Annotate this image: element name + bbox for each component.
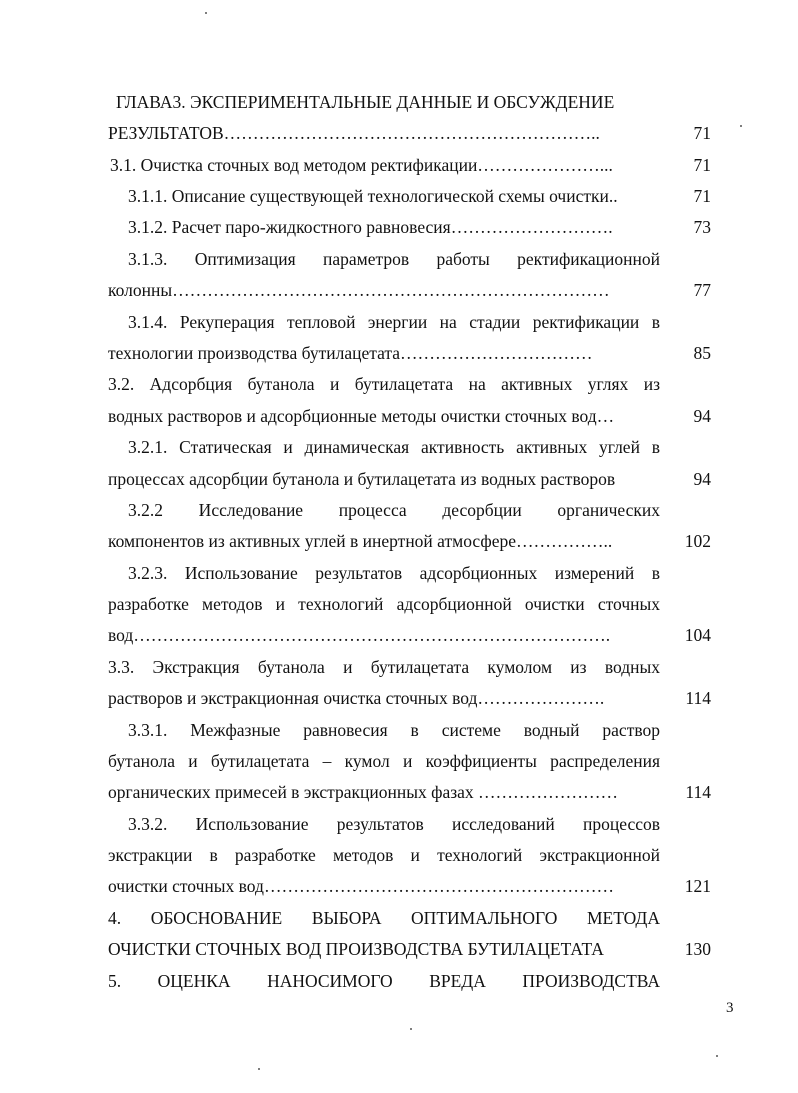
toc-3-3-1-line3: органических примесей в экстракционных фазах …………………… xyxy=(108,782,619,802)
toc-3-2-2-line1: 3.2.2 Исследование процесса десорбции органических xyxy=(128,500,660,520)
toc-3-1: 3.1. Очистка сточных вод методом ректификации…………………... xyxy=(110,155,613,175)
toc-3-2-line1: 3.2. Адсорбция бутанола и бутилацетата на активных углях из xyxy=(108,374,660,394)
scan-speck xyxy=(740,125,742,127)
scan-speck xyxy=(205,12,207,14)
toc-ch4-line2: ОЧИСТКИ СТОЧНЫХ ВОД ПРОИЗВОДСТВА БУТИЛАЦЕТАТА xyxy=(108,939,604,959)
page-number: 3 xyxy=(726,1000,734,1016)
toc-ch4-page: 130 xyxy=(684,939,711,959)
toc-3-2-line2: водных растворов и адсорбционные методы очистки сточных вод… xyxy=(108,406,615,426)
toc-ch3-cont: РЕЗУЛЬТАТОВ……………………………………………………….. xyxy=(108,123,600,143)
toc-3-3-line1: 3.3. Экстракция бутанола и бутилацетата кумолом из водных xyxy=(108,657,660,677)
toc-3-2-3-line2: разработке методов и технологий адсорбционной очистки сточных xyxy=(108,594,660,614)
toc-3-1-4-line1: 3.1.4. Рекуперация тепловой энергии на стадии ректификации в xyxy=(128,312,660,332)
toc-3-1-3-page: 77 xyxy=(693,280,711,300)
toc-3-1-3-line1: 3.1.3. Оптимизация параметров работы ректификационной xyxy=(128,249,660,269)
toc-3-3-2-line3: очистки сточных вод…………………………………………………… xyxy=(108,876,614,896)
toc-3-3-2-line1: 3.3.2. Использование результатов исследований процессов xyxy=(128,814,660,834)
toc-3-3-1-line1: 3.3.1. Межфазные равновесия в системе водный раствор xyxy=(128,720,660,740)
toc-3-1-page: 71 xyxy=(693,155,711,175)
toc-3-1-2-page: 73 xyxy=(693,217,711,237)
scan-speck xyxy=(716,1055,718,1057)
toc-3-3-2-line2: экстракции в разработке методов и технологий экстракционной xyxy=(108,845,660,865)
toc-3-1-4-page: 85 xyxy=(693,343,711,363)
toc-3-3-page: 114 xyxy=(685,688,711,708)
toc-3-2-3-line1: 3.2.3. Использование результатов адсорбционных измерений в xyxy=(128,563,660,583)
toc-3-3-2-page: 121 xyxy=(684,876,711,896)
toc-3-2-3-page: 104 xyxy=(684,625,711,645)
toc-3-2-1-page: 94 xyxy=(693,469,711,489)
toc-3-2-1-line1: 3.2.1. Статическая и динамическая активность активных углей в xyxy=(128,437,660,457)
toc-3-2-page: 94 xyxy=(693,406,711,426)
toc-3-2-1-line2: процессах адсорбции бутанола и бутилацетата из водных растворов xyxy=(108,469,616,489)
toc-3-1-2: 3.1.2. Расчет паро-жидкостного равновесия………………………. xyxy=(128,217,613,237)
toc-3-1-3-line2: колонны………………………………………………………………… xyxy=(108,280,610,300)
scan-speck xyxy=(410,1028,412,1030)
toc-ch5-line1: 5. ОЦЕНКА НАНОСИМОГО ВРЕДА ПРОИЗВОДСТВА xyxy=(108,971,660,991)
toc-3-2-3-line3: вод………………………………………………………………………. xyxy=(108,625,611,645)
toc-3-1-1: 3.1.1. Описание существующей технологической схемы очистки.. xyxy=(128,186,618,206)
toc-3-1-1-page: 71 xyxy=(693,186,711,206)
scan-speck xyxy=(258,1068,260,1070)
toc-3-3-line2: растворов и экстракционная очистка сточных вод…………………. xyxy=(108,688,605,708)
toc-3-3-1-line2: бутанола и бутилацетата – кумол и коэффициенты распределения xyxy=(108,751,660,771)
toc-3-3-1-page: 114 xyxy=(685,782,711,802)
toc-3-2-2-page: 102 xyxy=(684,531,711,551)
toc-ch4-line1: 4. ОБОСНОВАНИЕ ВЫБОРА ОПТИМАЛЬНОГО МЕТОДА xyxy=(108,908,660,928)
toc-ch3-page: 71 xyxy=(693,123,711,143)
toc-ch3-title: ГЛАВА3. ЭКСПЕРИМЕНТАЛЬНЫЕ ДАННЫЕ И ОБСУЖДЕНИЕ xyxy=(116,92,615,112)
toc-3-2-2-line2: компонентов из активных углей в инертной атмосфере…………….. xyxy=(108,531,613,551)
toc-3-1-4-line2: технологии производства бутилацетата…………………………… xyxy=(108,343,593,363)
